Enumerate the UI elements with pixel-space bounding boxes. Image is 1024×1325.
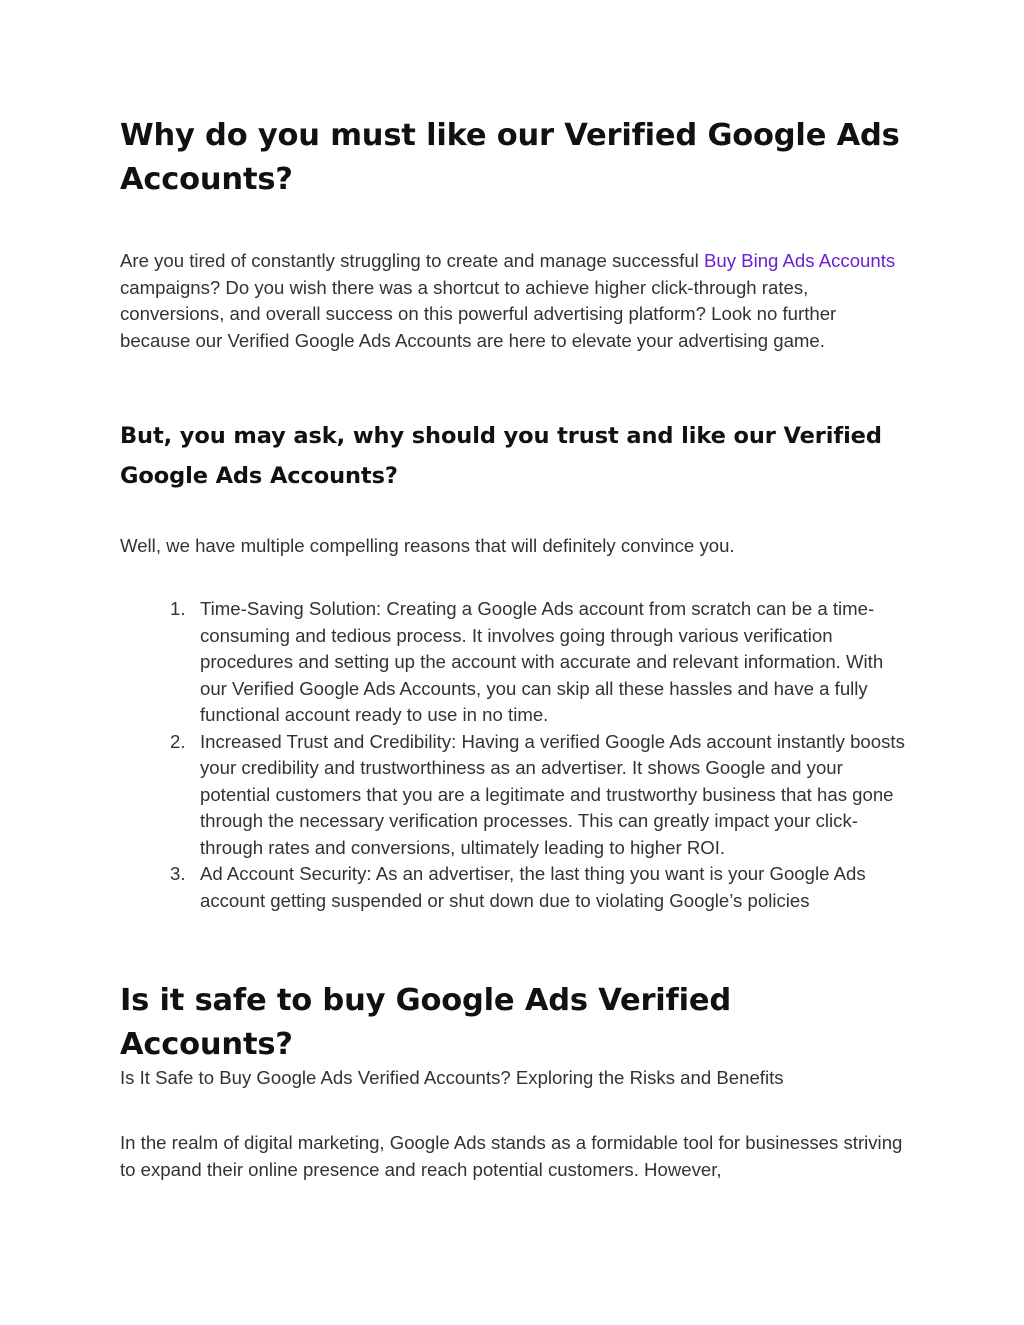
list-item-text: Ad Account Security: As an advertiser, the last thing you want is your Google Ads account getting suspended or shut down due to violating Google’s policies bbox=[200, 863, 866, 911]
reasons-intro-paragraph: Well, we have multiple compelling reasons that will definitely convince you. bbox=[120, 535, 735, 556]
intro-paragraph bbox=[120, 248, 910, 354]
list-item-number: 3. bbox=[170, 863, 186, 884]
buy-bing-ads-accounts-link[interactable]: Buy Bing Ads Accounts bbox=[703, 250, 896, 271]
list-item-number: 2. bbox=[170, 730, 186, 752]
closing-paragraph: In the realm of digital marketing, Google Ads stands as a formidable tool for businesses striving to expand their online presence and reach potential customers. However, bbox=[120, 1132, 903, 1180]
list-item-number: 1. bbox=[170, 598, 186, 619]
heading-is-it-safe: Is it safe to buy Google Ads Verified Accounts? bbox=[120, 983, 731, 1062]
safety-subtitle-paragraph: Is It Safe to Buy Google Ads Verified Accounts? Exploring the Risks and Benefits bbox=[120, 1067, 784, 1088]
list-item bbox=[120, 861, 910, 914]
list-item bbox=[120, 596, 910, 729]
intro-text-end: campaigns? Do you wish there was a shortcut to achieve higher click-through rates, conversions, and overall success on this powerful advertising platform? Look no further because our Verified Google Ads Accounts are here to elevate your advertising game. bbox=[120, 276, 837, 351]
reasons-list bbox=[120, 596, 910, 914]
intro-text-start: Are you tired of constantly struggling to create and manage successful bbox=[120, 250, 704, 271]
heading-why-trust-accounts: But, you may ask, why should you trust and like our Verified Google Ads Accounts? bbox=[120, 423, 882, 489]
list-item-text: Time-Saving Solution: Creating a Google Ads account from scratch can be a time-consuming and tedious process. It involves going through various verification procedures and setting up the account with accurate and relevant information. With our Verified Google Ads Accounts, you can skip all these hassles and have a fully functional account ready to use in no time. bbox=[200, 598, 884, 725]
list-item-text: Increased Trust and Credibility: Having a verified Google Ads account instantly boosts your credibility and trustworthiness as an advertiser. It shows Google and your potential customers that you are a legitimate and trustworthy business that has gone through the necessary verification processes. This can greatly impact your click-through rates and conversions, ultimately leading to higher ROI. bbox=[200, 730, 905, 858]
list-item bbox=[120, 729, 910, 862]
heading-why-like-verified-accounts: Why do you must like our Verified Google Ads Accounts? bbox=[120, 118, 900, 197]
